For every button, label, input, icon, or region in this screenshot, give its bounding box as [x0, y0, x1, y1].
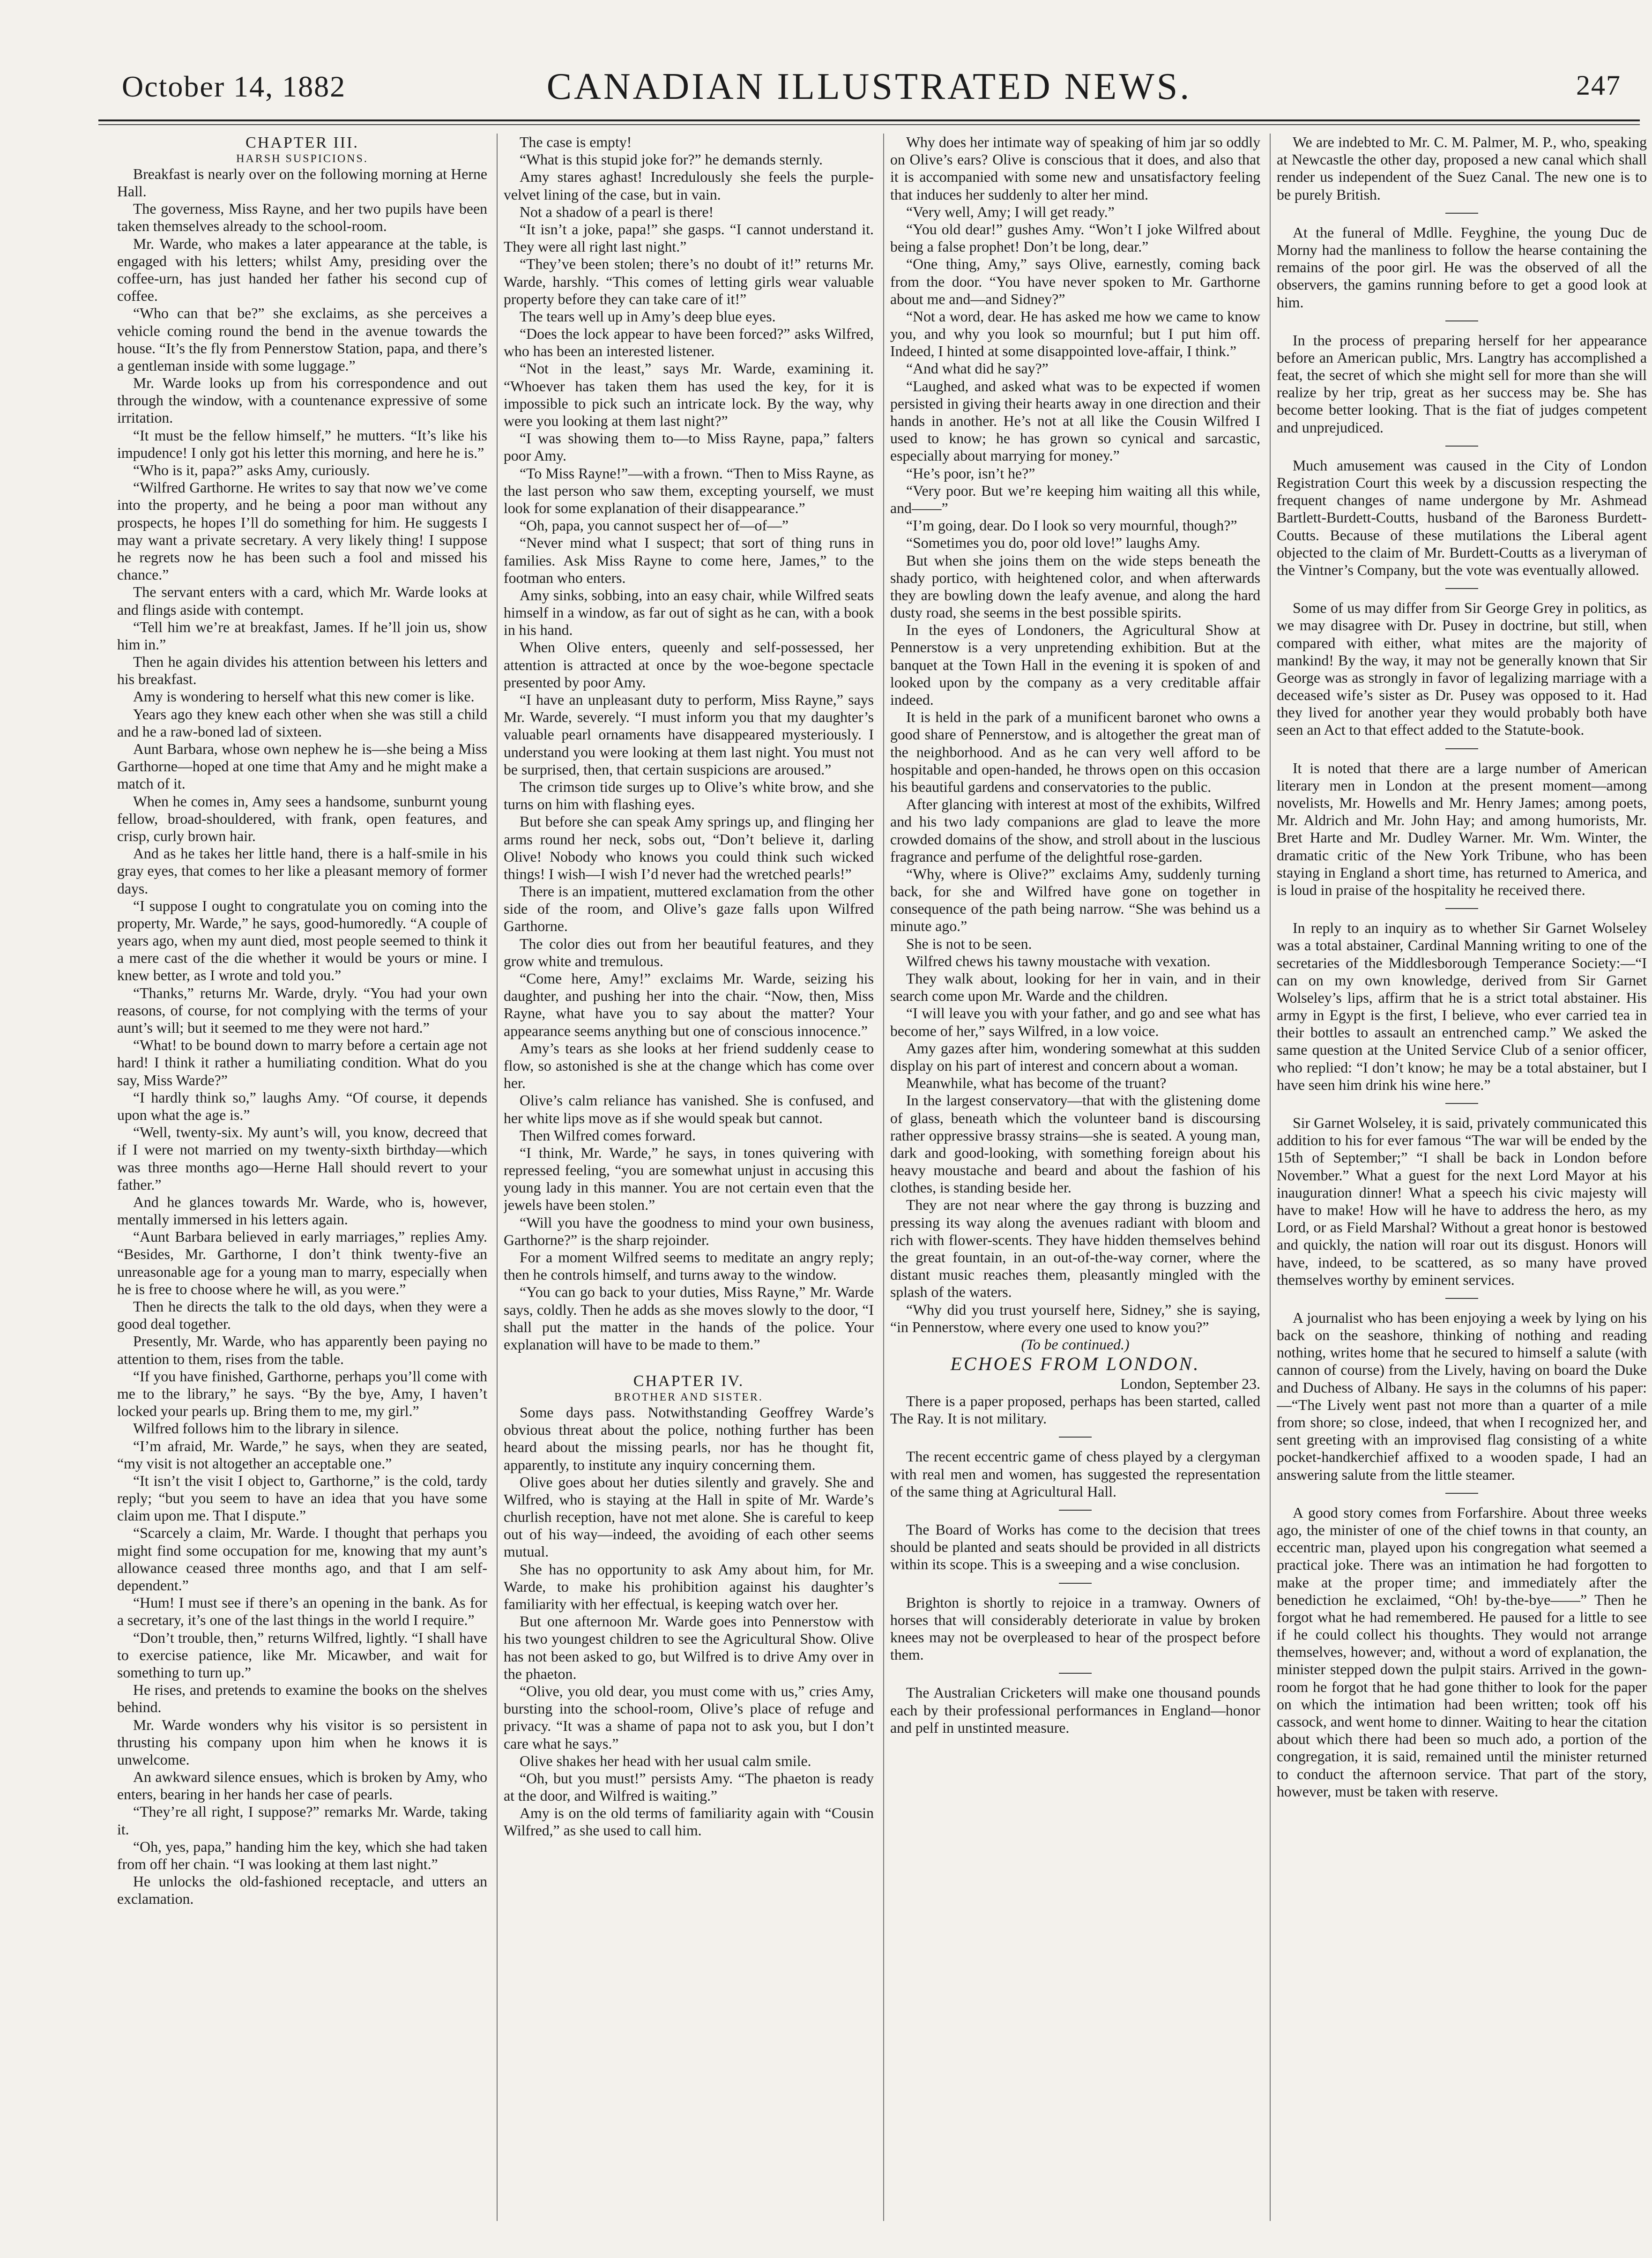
page-number: 247 [1576, 70, 1621, 101]
paragraph: After glancing with interest at most of the exhibits, Wilfred and his two lady companions are glad to leave the more crowded domains of the show, and stroll about in the luscious fragrance and perfume of the delightful rose-garden. [890, 796, 1260, 865]
paragraph: The color dies out from her beautiful features, and they grow white and tremulous. [504, 935, 874, 969]
news-item: In the process of preparing herself for her appearance before an American public, Mrs. Langtry has accomplished a feat, the secret of which she might sell for more than she will realize by her trip, great as her success may be. She has become better looking. That is the fiat of judges competent and unprejudiced. [1277, 332, 1647, 436]
paragraph: “It isn’t a joke, papa!” she gasps. “I cannot understand it. They were all right last night.” [504, 221, 874, 255]
paragraph: Some days pass. Notwithstanding Geoffrey Warde’s obvious threat about the police, nothing further has been heard about the missing pearls, nor has he thought fit, apparently, to institute any inquiry concerning them. [504, 1404, 874, 1473]
paragraph: Then he again divides his attention between his letters and his breakfast. [117, 654, 487, 688]
paragraph: Olive shakes her head with her usual calm smile. [520, 1752, 811, 1769]
item-separator [1059, 1673, 1092, 1674]
paragraph: “You can go back to your duties, Miss Rayne,” Mr. Warde says, coldly. Then he adds as she moves slowly to the door, “I shall put the matter in the hands of the police. Your explanation will have to be made to them.” [504, 1284, 874, 1353]
item-separator [1059, 1510, 1092, 1511]
paragraph: “Aunt Barbara believed in early marriages,” replies Amy. “Besides, Mr. Garthorne, I don’t think twenty-five an unreasonable age for a young man to marry, especially when he is free to choose where he will, as you were.” [117, 1229, 487, 1297]
section-heading: ECHOES FROM LONDON. [950, 1353, 1200, 1375]
paragraph: “Very well, Amy; I will get ready.” [906, 203, 1115, 220]
news-item: Much amusement was caused in the City of London Registration Court this week by a discussion respecting the frequent changes of name undergone by Mr. Ashmead Bartlett-Burdett-Coutts, husband of the Baroness Burdett-Coutts. Because of these mutilations the Liberal agent objected to the claim of Mr. Burdett-Coutts as a liveryman of the Vintner’s Company, but the vote was eventually allowed. [1277, 457, 1647, 578]
paragraph: In the largest conservatory—that with the glistening dome of glass, beneath which the volunteer band is discoursing rather oppressive brassy strains—she is seated. A young man, dark and good-looking, with something foreign about his heavy moustache and beard and about the fashion of his clothes, is standing beside her. [890, 1092, 1260, 1196]
story-text [504, 1404, 874, 1840]
paragraph: Presently, Mr. Warde, who has apparently been paying no attention to them, rises from the table. [117, 1333, 487, 1367]
issue-date: October 14, 1882 [122, 70, 346, 103]
paragraph: Olive goes about her duties silently and gravely. She and Wilfred, who is staying at the Hall in spite of Mr. Warde’s churlish reception, have not met alone. She is careful to keep out of his way—indeed, the avoiding of each other seems mutual. [504, 1474, 874, 1560]
chapter-heading: CHAPTER III. [246, 134, 359, 151]
paragraph: Wilfred follows him to the library in silence. [133, 1420, 399, 1437]
paragraph: Amy gazes after him, wondering somewhat at this sudden display on his part of interest and concern about a woman. [890, 1040, 1260, 1074]
paragraph: “I was showing them to—to Miss Rayne, papa,” falters poor Amy. [504, 430, 874, 464]
paragraph: “Very poor. But we’re keeping him waiting all this while, and——” [890, 482, 1260, 516]
paragraph: “Thanks,” returns Mr. Warde, dryly. “You had your own reasons, of course, for not complying with the terms of your aunt’s will; but it seemed to me they were not hard.” [117, 984, 487, 1036]
story-text [504, 134, 874, 1353]
paragraph: “I’m afraid, Mr. Warde,” he says, when they are seated, “my visit is not altogether an acceptable one.” [117, 1438, 487, 1472]
paragraph: They are not near where the gay throng is buzzing and pressing its way along the avenues radiant with bloom and rich with flower-scents. They have hidden themselves behind the great fountain, in an out-of-the-way corner, where the distant music reaches them, pleasantly mingled with the splash of the waters. [890, 1197, 1260, 1301]
paragraph: Meanwhile, what has become of the truant? [906, 1075, 1167, 1092]
chapter-subtitle: HARSH SUSPICIONS. [236, 152, 368, 165]
paragraph: It is held in the park of a munificent baronet who owns a good share of Pennerstow, and is altogether the great man of the neighborhood. And as he can very well afford to be hospitable and open-handed, he throws open on this occasion his beautiful gardens and conservatories to the public. [890, 709, 1260, 795]
paragraph: “Tell him we’re at breakfast, James. If he’ll join us, show him in.” [117, 619, 487, 653]
paragraph: “And what did he say?” [906, 360, 1049, 377]
item-separator [1445, 748, 1478, 749]
item-separator [1445, 588, 1478, 589]
paragraph: Not a shadow of a pearl is there! [520, 203, 714, 220]
masthead-rule [98, 124, 1640, 125]
news-item: There is a paper proposed, perhaps has been started, called The Ray. It is not military. [890, 1393, 1260, 1427]
column-divider [883, 134, 884, 2221]
paragraph: Amy is on the old terms of familiarity again with “Cousin Wilfred,” as she used to call him. [504, 1805, 874, 1839]
paragraph: Amy stares aghast! Incredulously she feels the purple-velvet lining of the case, but in vain. [504, 169, 874, 203]
paragraph: The tears well up in Amy’s deep blue eyes. [520, 308, 776, 325]
paragraph: “Oh, but you must!” persists Amy. “The phaeton is ready at the door, and Wilfred is waiting.” [504, 1770, 874, 1804]
paragraph: “I have an unpleasant duty to perform, Miss Rayne,” says Mr. Warde, severely. “I must inform you that my daughter’s valuable pearl ornaments have disappeared mysteriously. I understand you were looking at them last night. You must not be surprised, then, that certain suspicions are aroused.” [504, 692, 874, 778]
paragraph: “You old dear!” gushes Amy. “Won’t I joke Wilfred about being a false prophet! Don’t be long, dear.” [890, 221, 1260, 255]
news-item: At the funeral of Mdlle. Feyghine, the young Duc de Morny had the manliness to follow the hearse containing the remains of the poor girl. He was the observed of all the observers, the gamins running before to get a good look at him. [1277, 224, 1647, 311]
paragraph: Amy sinks, sobbing, into an easy chair, while Wilfred seats himself in a window, as far out of sight as he can, with a book in his hand. [504, 587, 874, 639]
echoes-items [1277, 134, 1647, 1800]
column-4 [1277, 134, 1647, 2240]
paragraph: “To Miss Rayne!”—with a frown. “Then to Miss Rayne, as the last person who saw them, excepting yourself, we must look for some explanation of their disappearance.” [504, 465, 874, 516]
column-2 [504, 134, 874, 2240]
paragraph: Mr. Warde, who makes a later appearance at the table, is engaged with his letters; whilst Amy, presiding over the coffee-urn, has just handed her father his second cup of coffee. [117, 235, 487, 305]
column-divider [497, 134, 498, 2221]
paragraph: They walk about, looking for her in vain, and in their search come upon Mr. Warde and the children. [890, 970, 1260, 1005]
news-item: Sir Garnet Wolseley, it is said, privately communicated this addition to his for ever famous “The war will be ended by the 15th of September;” “I shall be back in London before November.” What a guest for the next Lord Mayor at his inauguration dinner! What a speech his civic majesty will have to make! How will he have to address the hero, as my Lord, or as Field Marshal? Without a great honor is bestowed and quickly, the nation will roar out its disgust. Honors will have, indeed, to be scattered, as so many have proved themselves worthy by eminent services. [1277, 1115, 1647, 1288]
news-item: A good story comes from Forfarshire. About three weeks ago, the minister of one of the chief towns in that county, an eccentric man, played upon his congregation what seemed a practical joke. There was an intimation he had forgotten to make at the proper time; and immediately after the benediction he exclaimed, “Oh! by-the-bye——” Then he forgot what he had remembered. He paused for a little to see if he could collect his thoughts. They would not arrange themselves, however; and, without a word of explanation, the minister stepped down the pulpit stairs. Arrived in the gown-room he forgot that he had gone thither to look for the paper on which the intimation had been written; took off his cassock, and went home to dinner. Waiting to hear the citation about which there had been so much ado, a portion of the congregation, it is said, remained until the minister returned to conduct the afternoon service. That part of the story, however, must be taken with reserve. [1277, 1504, 1647, 1800]
item-separator [1445, 446, 1478, 447]
paragraph: “If you have finished, Garthorne, perhaps you’ll come with me to the library,” he says. “By the bye, Amy, I haven’t locked your pearls up. Bring them to me, my girl.” [117, 1368, 487, 1420]
publication-title: CANADIAN ILLUSTRATED NEWS. [546, 66, 1192, 107]
paragraph: “Who is it, papa?” asks Amy, curiously. [133, 462, 370, 479]
news-item: A journalist who has been enjoying a week by lying on his back on the seashore, thinking of nothing and reading nothing, writes home that he secured to himself a salute (with cannon of course) from the Lively, having on board the Duke and Duchess of Albany. He says in the columns of his paper:—“The Lively went past not more than a quarter of a mile from shore; so close, indeed, that when I recognized her, and sent greeting with an improvised flag consisting of a white pocket-handkerchief affixed to a wooden spade, I had an answering salute from the little steamer. [1277, 1309, 1647, 1483]
paragraph: The governess, Miss Rayne, and her two pupils have been taken themselves already to the school-room. [117, 201, 487, 235]
paragraph: Then Wilfred comes forward. [520, 1127, 696, 1144]
paragraph: “I think, Mr. Warde,” he says, in tones quivering with repressed feeling, “you are somewhat unjust in accusing this young lady in this manner. You are not certain even that the jewels have been stolen.” [504, 1144, 874, 1214]
paragraph: “It isn’t the visit I object to, Garthorne,” is the cold, tardy reply; “but you seem to have an idea that you have some claim upon me. That I dispute.” [117, 1472, 487, 1524]
paragraph: “Who can that be?” she exclaims, as she perceives a vehicle coming round the bend in the avenue towards the house. “It’s the fly from Pennerstow Station, papa, and there’s a gentleman inside with some luggage.” [117, 305, 487, 374]
paragraph: “Olive, you old dear, you must come with us,” cries Amy, bursting into the school-room, Olive’s place of refuge and privacy. “It was a shame of papa not to ask you, but I don’t care what he says.” [504, 1683, 874, 1752]
paragraph: “Why, where is Olive?” exclaims Amy, suddenly turning back, for she and Wilfred have gone on together in consequence of the path being narrow. “She was behind us a minute ago.” [890, 865, 1260, 935]
masthead [98, 56, 1640, 121]
item-separator [1445, 1103, 1478, 1104]
column-1 [117, 134, 487, 2240]
paragraph: “Wilfred Garthorne. He writes to say that now we’ve come into the property, and he being a poor man without any prospects, he hopes I’ll do something for him. He suggests I may want a private secretary. A very likely thing! I suppose he regrets now he has been such a fool and missed his chance.” [117, 479, 487, 583]
paragraph: And as he takes her little hand, there is a half-smile in his gray eyes, that comes to her like a pleasant memory of former days. [117, 845, 487, 897]
paragraph: “Well, twenty-six. My aunt’s will, you know, decreed that if I were not married on my twenty-sixth birthday—which was three months ago—Herne Hall should revert to your father.” [117, 1124, 487, 1193]
paragraph: Breakfast is nearly over on the following morning at Herne Hall. [117, 165, 487, 200]
paragraph: She has no opportunity to ask Amy about him, for Mr. Warde, to make his prohibition against his daughter’s familiarity with her effectual, is keeping watch over her. [504, 1561, 874, 1613]
story-text [890, 134, 1260, 1336]
item-separator [1445, 1493, 1478, 1494]
paragraph: The crimson tide surges up to Olive’s white brow, and she turns on him with flashing eyes. [504, 778, 874, 813]
paragraph: Aunt Barbara, whose own nephew he is—she being a Miss Garthorne—hoped at one time that Amy and he might make a match of it. [117, 741, 487, 792]
newspaper-page [98, 56, 1647, 2240]
paragraph: An awkward silence ensues, which is broken by Amy, who enters, bearing in her hands her case of pearls. [117, 1769, 487, 1803]
paragraph: The servant enters with a card, which Mr. Warde looks at and flings aside with contempt. [117, 584, 487, 618]
paragraph: For a moment Wilfred seems to meditate an angry reply; then he controls himself, and turns away to the window. [504, 1249, 874, 1283]
paragraph: “They’re all right, I suppose?” remarks Mr. Warde, taking it. [117, 1803, 487, 1838]
paragraph: The case is empty! [520, 134, 632, 150]
paragraph: “Will you have the goodness to mind your own business, Garthorne?” is the sharp rejoinder. [504, 1214, 874, 1248]
news-item: Brighton is shortly to rejoice in a tramway. Owners of horses that will considerably deteriorate in value by broken knees may not be overpleased to hear of the prospect before them. [890, 1594, 1260, 1663]
paragraph: When Olive enters, queenly and self-possessed, her attention is attracted at once by the woe-begone spectacle presented by poor Amy. [504, 639, 874, 691]
paragraph: “Why did you trust yourself here, Sidney,” she is saying, “in Pennerstow, where every one used to know you?” [890, 1301, 1260, 1335]
paragraph: Mr. Warde wonders why his visitor is so persistent in thrusting his company upon him when he knows it is unwelcome. [117, 1716, 487, 1768]
news-item: The recent eccentric game of chess played by a clergyman with real men and women, has suggested the representation of the same thing at Agricultural Hall. [890, 1448, 1260, 1500]
paragraph: “He’s poor, isn’t he?” [906, 465, 1035, 482]
item-separator [1445, 908, 1478, 909]
item-separator [1059, 1583, 1092, 1584]
to-be-continued: (To be continued.) [1021, 1336, 1130, 1353]
paragraph: And he glances towards Mr. Warde, who is, however, mentally immersed in his letters again. [117, 1193, 487, 1228]
paragraph: “What is this stupid joke for?” he demands sternly. [520, 151, 823, 168]
item-separator [1445, 213, 1478, 214]
paragraph: Amy is wondering to herself what this new comer is like. [133, 688, 475, 705]
paragraph: In the eyes of Londoners, the Agricultural Show at Pennerstow is a very unpretending exhibition. But at the banquet at the Town Hall in the evening it is spoken of and looked upon by the company as a very creditable affair indeed. [890, 622, 1260, 708]
news-item: We are indebted to Mr. C. M. Palmer, M. P., who, speaking at Newcastle the other day, proposed a new canal which shall render us independent of the Suez Canal. The new one is to be purely British. [1277, 134, 1647, 203]
paragraph: “I’m going, dear. Do I look so very mournful, though?” [906, 517, 1237, 534]
paragraph: Mr. Warde looks up from his correspondence and out through the window, with a countenance expressive of some irritation. [117, 375, 487, 426]
paragraph: “Oh, yes, papa,” handing him the key, which she had taken from off her chain. “I was looking at them last night.” [117, 1838, 487, 1873]
paragraph: Years ago they knew each other when she was still a child and he a raw-boned lad of sixteen. [117, 706, 487, 740]
paragraph: But before she can speak Amy springs up, and flinging her arms round her neck, sobs out, “Don’t believe it, darling Olive! Nobody who knows you could think such wicked things! I wish—I wish I’d never had the wretched pearls!” [504, 813, 874, 882]
chapter-heading: CHAPTER IV. [633, 1372, 744, 1390]
paragraph: “I hardly think so,” laughs Amy. “Of course, it depends upon what the age is.” [117, 1089, 487, 1123]
paragraph: He rises, and pretends to examine the books on the shelves behind. [117, 1682, 487, 1716]
news-item: It is noted that there are a large number of American literary men in London at the present moment—among novelists, Mr. Howells and Mr. Henry James; among poets, Mr. Aldrich and Mr. John Hay; and among humorists, Mr. Bret Harte and Mr. Dudley Warner. Mr. Wm. Winter, the dramatic critic of the New York Tribune, who has been staying in England a short time, has returned to America, and is loud in praise of the hospitality he received there. [1277, 760, 1647, 898]
paragraph: But when she joins them on the wide steps beneath the shady portico, with heightened color, and when afterwards they are bowling down the leafy avenue, and along the hard dusty road, she seems in the best possible spirits. [890, 552, 1260, 621]
paragraph: “One thing, Amy,” says Olive, earnestly, coming back from the door. “You have never spoken to Mr. Garthorne about me and—and Sidney?” [890, 256, 1260, 307]
paragraph: When he comes in, Amy sees a handsome, sunburnt young fellow, broad-shouldered, with frank, open features, and crisp, curly brown hair. [117, 793, 487, 844]
paragraph: Then he directs the talk to the old days, when they were a good deal together. [117, 1298, 487, 1333]
paragraph: “I will leave you with your father, and go and see what has become of her,” says Wilfred, in a low voice. [890, 1005, 1260, 1039]
news-item: The Australian Cricketers will make one thousand pounds each by their professional performances in England—honor and pelf in unstinted measure. [890, 1684, 1260, 1736]
paragraph: Olive’s calm reliance has vanished. She is confused, and her white lips move as if she would speak but cannot. [504, 1092, 874, 1126]
paragraph: “Scarcely a claim, Mr. Warde. I thought that perhaps you might find some occupation for me, knowing that my aunt’s allowance ceased three months ago, and that I am self-dependent.” [117, 1525, 487, 1594]
dateline: London, September 23. [1120, 1375, 1260, 1392]
paragraph: He unlocks the old-fashioned receptacle, and utters an exclamation. [117, 1873, 487, 1908]
paragraph: “Never mind what I suspect; that sort of thing runs in families. Ask Miss Rayne to come here, James,” to the footman who enters. [504, 535, 874, 586]
paragraph: “Oh, papa, you cannot suspect her of—of—” [520, 517, 789, 534]
paragraph: “Not a word, dear. He has asked me how we came to know you, and why you look so mournful; but I put him off. Indeed, I hinted at some disappointed love-affair, I think.” [890, 308, 1260, 360]
paragraph: “Come here, Amy!” exclaims Mr. Warde, seizing his daughter, and pushing her into the chair. “Now, then, Miss Rayne, what have you to say about the matter? Your appearance seems anything but one of conscious innocence.” [504, 970, 874, 1039]
paragraph: Wilfred chews his tawny moustache with vexation. [906, 953, 1211, 969]
paragraph: “Laughed, and asked what was to be expected if women persisted in giving their hearts away in one direction and their hands in another. He’s not at all like the Cousin Wilfred I used to know; he has grown so cynical and sarcastic, especially about marrying for money.” [890, 378, 1260, 464]
item-separator [1445, 1298, 1478, 1299]
paragraph: Why does her intimate way of speaking of him jar so oddly on Olive’s ears? Olive is conscious that it does, and also that it is accompanied with some new and unsatisfactory feeling that induces her suddenly to alter her mind. [890, 134, 1260, 203]
news-item: In reply to an inquiry as to whether Sir Garnet Wolseley was a total abstainer, Cardinal Manning writing to one of the secretaries of the Middlesborough Temperance Society:—“I can on my own knowledge, derived from Sir Garnet Wolseley’s lips, affirm that he is a strict total abstainer. His army in Egypt is the first, I believe, who ever carried tea in their bottles to assault an entrenched camp.” We asked the same question at the United Service Club of a senior officer, who replied: “I don’t know; he may be a total abstainer, but I have seen him drink his wine here.” [1277, 920, 1647, 1093]
chapter-subtitle: BROTHER AND SISTER. [614, 1391, 763, 1403]
paragraph: “I suppose I ought to congratulate you on coming into the property, Mr. Warde,” he says, good-humoredly. “A couple of years ago, when my aunt died, most people seemed to think it a mere cast of the die whether it would be yours or mine. I knew better, as I wrote and told you.” [117, 897, 487, 984]
paragraph: “Sometimes you do, poor old love!” laughs Amy. [906, 535, 1200, 551]
columns [98, 134, 1647, 2240]
paragraph: She is not to be seen. [906, 935, 1032, 952]
news-item: The Board of Works has come to the decision that trees should be planted and seats should be provided in all districts within its scope. This is a sweeping and a wise conclusion. [890, 1521, 1260, 1573]
paragraph: “Not in the least,” says Mr. Warde, examining it. “Whoever has taken them has used the key, for it is impossible to pick such an intricate lock. By the way, why were you looking at them last night?” [504, 360, 874, 429]
column-divider [1270, 134, 1271, 2221]
paragraph: “It must be the fellow himself,” he mutters. “It’s like his impudence! I only got his letter this morning, and here he is.” [117, 427, 487, 461]
paragraph: “They’ve been stolen; there’s no doubt of it!” returns Mr. Warde, harshly. “This comes of letting girls wear valuable property before they can take care of it!” [504, 256, 874, 307]
news-item: Some of us may differ from Sir George Grey in politics, as we may disagree with Dr. Pusey in doctrine, but still, when compared with either, what mites are the majority of mankind! By the way, it may not be generally known that Sir George was as strongly in favor of legalizing marriage with a deceased wife’s sister as Dr. Pusey was opposed to it. Had they lived for another year they would probably both have seen an Act to that effect added to the Statute-book. [1277, 600, 1647, 738]
paragraph: “Don’t trouble, then,” returns Wilfred, lightly. “I shall have to exercise patience, like Mr. Micawber, and wait for something to turn up.” [117, 1629, 487, 1681]
paragraph: But one afternoon Mr. Warde goes into Pennerstow with his two youngest children to see the Agricultural Show. Olive has not been asked to go, but Wilfred is to drive Amy over in the phaeton. [504, 1613, 874, 1682]
paragraph: “What! to be bound down to marry before a certain age not hard! I think it rather a humiliating condition. What do you say, Miss Warde?” [117, 1037, 487, 1088]
paragraph: “Hum! I must see if there’s an opening in the bank. As for a secretary, it’s one of the last things in the world I require.” [117, 1595, 487, 1629]
paragraph: Amy’s tears as she looks at her friend suddenly cease to flow, so astonished is she at the change which has come over her. [504, 1040, 874, 1092]
story-text [117, 165, 487, 1908]
item-separator [1059, 1437, 1092, 1438]
paragraph: “Does the lock appear to have been forced?” asks Wilfred, who has been an interested listener. [504, 326, 874, 360]
item-separator [1445, 320, 1478, 321]
column-3 [890, 134, 1260, 2240]
echoes-items [890, 1393, 1260, 1736]
paragraph: There is an impatient, muttered exclamation from the other side of the room, and Olive’s gaze falls upon Wilfred Garthorne. [504, 883, 874, 935]
